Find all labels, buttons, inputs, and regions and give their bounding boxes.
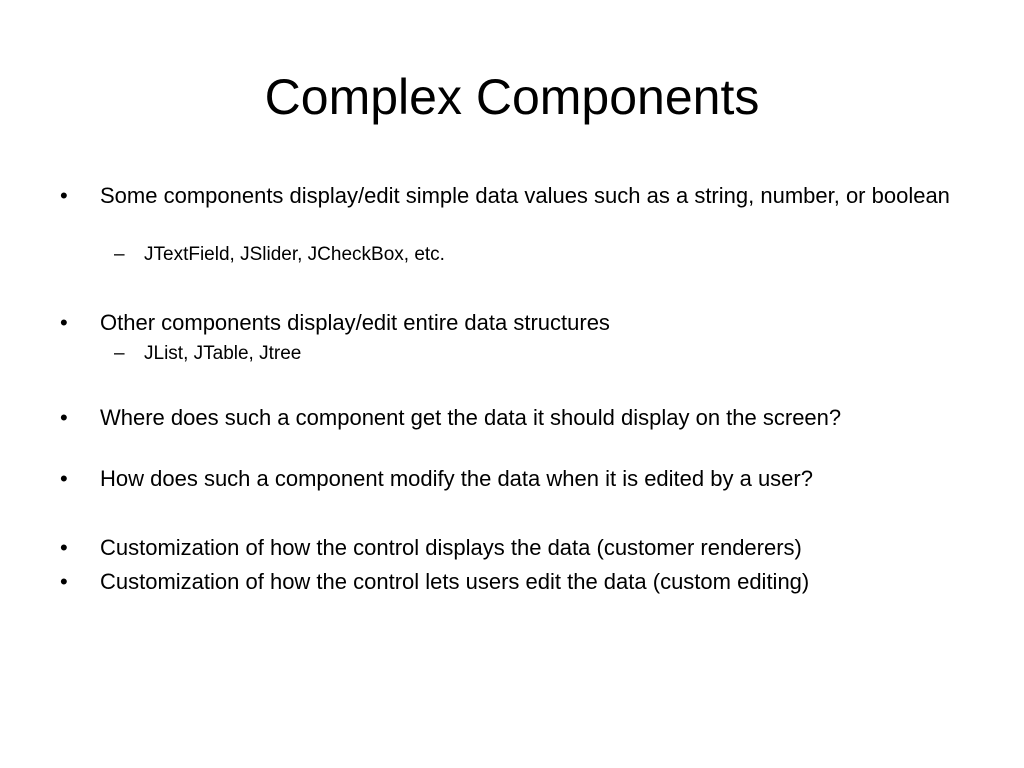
bullet-text: How does such a component modify the data when it is edited by a user? <box>100 466 813 491</box>
bullet-marker: • <box>60 466 68 491</box>
bullet-item <box>60 404 960 431</box>
bullet-marker: • <box>60 535 68 560</box>
sub-bullet-marker: – <box>114 343 125 364</box>
bullet-item <box>60 465 960 492</box>
bullet-marker: • <box>60 310 68 335</box>
bullet-item <box>60 182 960 209</box>
bullet-marker: • <box>60 405 68 430</box>
sub-bullet-marker: – <box>114 244 125 265</box>
sub-bullet-item <box>114 243 974 267</box>
bullet-text: Other components display/edit entire data structures <box>100 310 610 335</box>
bullet-text: Some components display/edit simple data values such as a string, number, or boolean <box>100 183 950 208</box>
sub-bullet-item <box>114 342 974 366</box>
bullet-item <box>60 568 960 595</box>
bullet-text: Where does such a component get the data it should display on the screen? <box>100 405 842 430</box>
bullet-item <box>60 534 960 561</box>
sub-bullet-text: JTextField, JSlider, JCheckBox, etc. <box>144 244 445 265</box>
bullet-marker: • <box>60 183 68 208</box>
sub-bullet-text: JList, JTable, Jtree <box>144 343 302 364</box>
slide-title: Complex Components <box>264 69 760 125</box>
bullet-item <box>60 309 960 336</box>
bullet-marker: • <box>60 569 68 594</box>
bullet-text: Customization of how the control displays the data (customer renderers) <box>100 535 802 560</box>
bullet-text: Customization of how the control lets users edit the data (custom editing) <box>100 569 810 594</box>
